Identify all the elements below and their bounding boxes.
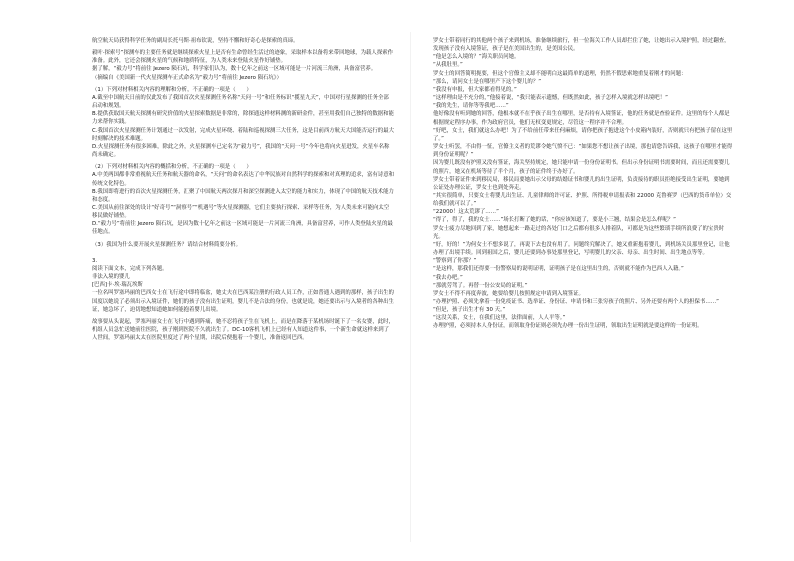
paragraph: 因为婴儿既没有护照又没有签证，海关坚持规定，她只能申请一份身份证明书。但出示身份证明书需要时间，而且还需要婴儿的照片，她又在机场等待了半个月，孩子的证件终于办好了。	[433, 160, 730, 175]
dialogue: “我的先生，请你等等我吧……”	[433, 103, 509, 110]
option-b: B.我国即将进行的首次火星探测任务，汇聚了中国航天两次探月和深空探测进入太空的能力和实力，体现了中国的航天技术能力和态度。	[92, 188, 394, 203]
instruction: 阅读下面文本，完成下列各题。	[92, 265, 168, 272]
paragraph: 据了解，“毅力号”将前往 Jezero 陨石坑，科学家们认为，数十亿年之前这一区域可能是一片河流三角洲，具备富营养。	[92, 66, 377, 73]
dialogue: “从我肚里。”	[433, 62, 463, 69]
option-b: B.提供获取国天航天探测有研究价值的火星探索数据是非常的，除探通这样材料测的新研金件，甚至用我们自己独特的数据和能力来帮你实践。	[92, 111, 394, 126]
section-number: 3.	[92, 257, 98, 264]
paragraph: 一位名叫罗塞玛丽的巴西女士在飞行途中即将临盆，她丈夫在巴西某注册的行政人员工作，正如普通人遇到的那样，孩子出生的国度以她说了必须出示入境证件，她们的孩子没有出生证明，婴儿不是合法的身份，也就是说，她还要出示与入境者的各种出生证，她急坏了，迫切地想知道她如何能抱着婴儿出境。	[92, 290, 394, 313]
dialogue: “我没有申报，但大家都看得见的。”	[433, 86, 517, 93]
dialogue: “警察到了你那？”	[433, 258, 477, 265]
dialogue: “办理护照、必须先拿着一份免疫证书、选举证、身份证、申请书和三张穷孩子的照片、另外还要有两个人的担保书……”	[433, 299, 719, 305]
question-3: （3）我国为什么要开展火星探测任务？请结合材料简要分析。	[92, 241, 241, 248]
paragraph: 他好像没有听到她的回答，他根本就不在乎孩子出生在哪里，是否持有入境签证，他的任务就是查验证件。这里的每个人都是根据规定程序办事，作为政府官员，他们无权变更规定，尽管这一程序并不合理。	[433, 111, 730, 126]
paragraph: 办理护照，必须持本人身份证，而领取身份证则必须先办理一份出生证明，领取出生证明就是要这样的一份证明。	[433, 323, 703, 330]
paragraph: 罗女士带着证件来到移民局，移民局要她出示父母的结婚证书和婴儿的出生证明，负责接待的职员拒绝接受出生证明，要她到公证处办理公证，罗女士也到处奔走。	[433, 176, 730, 191]
option-a: A.中美两国都非常重视航天任务和航天器的命名，“天问”的命名表达了中华民族对自然科学的探索和对真理的追求，富有诗意和传统文化特色。	[92, 172, 394, 187]
right-column	[433, 37, 733, 547]
paragraph: 毅叶·探索号”探测车的主要任务就是继续探索火星上是否有生命曾经生活过的迹象，采取样本以备将来带回地球，为载人探索作准备。此外，它还会探测火星的气候和地质特征，为人类未来登陆火星作好铺垫。	[92, 50, 393, 65]
dialogue: “我去办吧。”	[433, 274, 463, 281]
dialogue: “那么，请问女士是在哪里产下这个婴儿的？”	[433, 78, 542, 85]
dialogue: “好吧，女士，我们就这么办吧！为了不给前任带来任何麻烦，请你把孩子抱进这个小皮箱内装好，否则就只有把孩子留在这里了。”	[433, 127, 733, 142]
dialogue: “这样理由是不充分的，”他接着说，“我只能表示遗憾，但既然如此，孩子怎样入境就怎样出境吧！”	[433, 95, 668, 102]
dialogue: “这没关系，女士，在我们这里，法律面前，人人平等。”	[433, 315, 566, 322]
paragraph: 罗女士的回答简明扼要，但这个官僚主义却不能明白这最简单的道理，仍然不假思索地重复着刚才的问题：	[433, 70, 687, 77]
paragraph: 故事要从头说起，罗塞玛丽女士在飞行中遇到阵痛，她不忍将孩子生在飞机上，而是在降落于某机场时诞下了一名女婴，此时，机组人员急忙送她前往医院，孩子刚到医院不久就出生了。DC-10客机飞机上已经有人知道这件事，一个新生命就这样来到了人世间，罗塞玛丽太太在医院里度过了两个星期，出院后便抱着一个婴儿，准备返回巴西。	[92, 318, 394, 342]
option-d: D.“毅力号”将前往 Jezero 陨石坑，是因为数十亿年之前这一区域可能是一片河流三角洲，具备富营养，可作人类登陆火星的最佳地点。	[92, 221, 393, 236]
option-a: A.截至中国航天日前的仅此发布了我国首次火星探测任务名称“天问一号”和任务标识“揽星九天”，中国对行星探测的任务全部启动和规划。	[92, 94, 389, 110]
story-title: 非法入境的婴儿	[92, 274, 130, 281]
paragraph: 罗女士带着同行的其他两个孩子来到机场，准备继续旅行，但一位海关工作人员却拦住了她，让她出示入境护照，经过翻查，发现孩子没有入境签证，孩子是在美国出生的，是美国公民。	[433, 38, 730, 53]
dialogue: “他是怎么入境的？”海关职员问她。	[433, 54, 520, 61]
paragraph: 罗女士听罢，不由得一怔，官僚主义者的荒谬令她气愤不已：“如果您不想让孩子出境，那也请您告诉我，这孩子在哪里才能得到身份证明呢？”	[433, 144, 733, 159]
dialogue: “22000！这太荒谬了……”	[433, 209, 499, 216]
dialogue: “那就劳驾了。再替一份公安局的证明。”	[433, 282, 528, 289]
story-author: [巴西]卡·埃·瑞瓦埃斯	[92, 282, 143, 289]
paragraph: “好，好的！”为何女士不想多说了，再说下去也没有用了。问题终究解决了，她又重新抱着婴儿，到机场关员那里登记，让他办理了出境手续。回到祖国之后，婴儿还要到办事处那里登记，写明婴儿的父亲、母亲、出生时间、出生地点等等。	[433, 241, 730, 257]
dialogue: “其实很简单，只要女士将婴儿出生证、儿童律师的许可证、护照、所得税申请报表和 22000 克鲁赛罗（巴西的货币单位）交给我们就可以了。”	[433, 192, 732, 208]
question-1: （1）下列对材料相关内容的理解和分析，不正确的一项是（ ）	[92, 86, 252, 93]
option-d: D.火星探测任务有很多困难，除此之外，火星探测车已定名为“毅力号”，我国的“天问一号”今年也将向火星进发，火星车名称尚未确定。	[92, 143, 390, 159]
paragraph: 罗女士不得不再度奔波，她要给婴儿按照规定申请到入境签证。	[433, 290, 584, 297]
question-2: （2）下列对材料相关内容的概括和分析，不正确的一项是（ ）	[92, 164, 252, 171]
paragraph: 航空航天局获得科学任务的副局长托马斯·祖布钦说，坚持不懈和好奇心是探索的真谛。	[92, 38, 299, 44]
column-divider	[410, 32, 411, 542]
option-c: C.我国首次火星探测任务计划通过一次发射，完成火星环绕、着陆和巡视探测三大任务，这是目前西方航天大国能否运行的最大时刻解决的技术难题。	[92, 127, 394, 142]
option-c: C.美国从前往深处的设计“好奇号”“洞察号”“机遇号”等火星探测器，它们主要执行探索、采样等任务，为人类未来可能向太空移民做好铺垫。	[92, 204, 390, 220]
left-column	[92, 37, 394, 547]
dialogue: “但是，孩子出生才有 30 天。”	[433, 307, 506, 314]
dialogue: “得了，得了，我的女士……”场长打断了她的话，“你应该知道了，要是小三翘，结果会是怎么样呢？”	[433, 217, 676, 224]
source-citation: （摘编自《美国新一代火星探测车正式命名为“毅力号”将前往 Jezero 陨石坑》）	[92, 74, 282, 81]
dialogue: “是这样，那我们还得要一份警察局的说明证明，证明孩子是在这里出生的，否则就不能作为巴西人入籍。”	[433, 266, 684, 273]
paragraph: 罗女士疲力尽地回到了家，她想起来一路走过的各处门口之后都有很多人排着队，可都是为这些繁琐手续所浪费了的宝贵时光。	[433, 225, 725, 240]
